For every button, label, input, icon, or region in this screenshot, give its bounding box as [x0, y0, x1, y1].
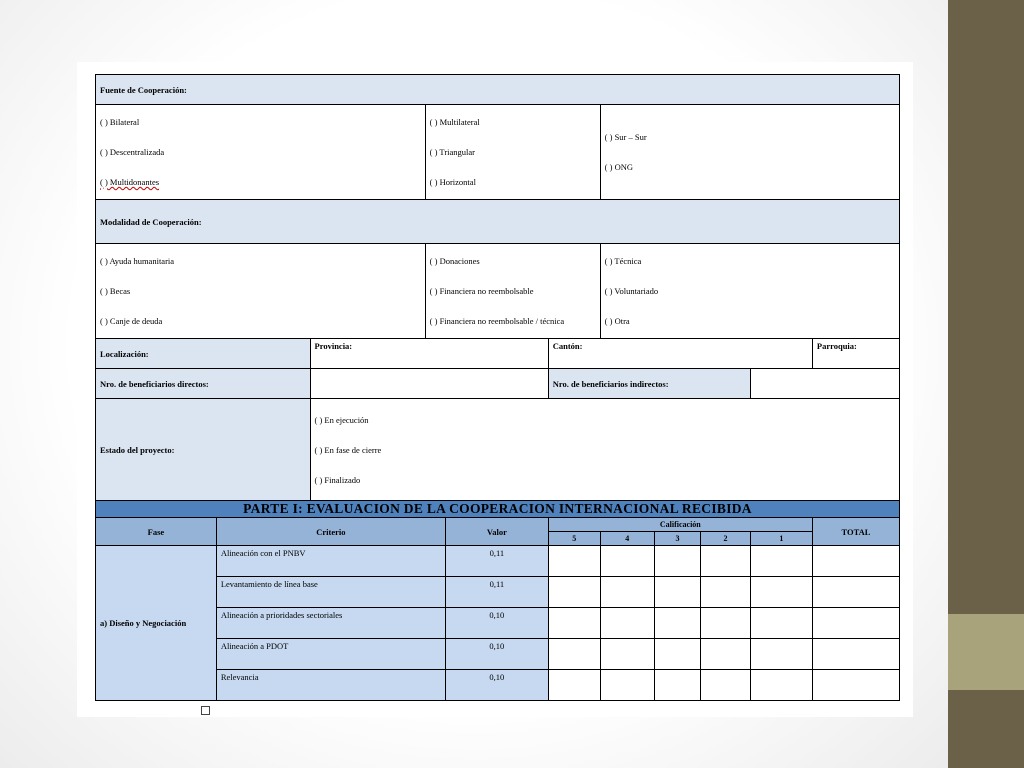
option-ayuda-humanitaria[interactable]: ( ) Ayuda humanitaria: [100, 256, 175, 266]
criterio-cell: Levantamiento de línea base: [216, 577, 445, 608]
option-multilateral[interactable]: ( ) Multilateral: [429, 117, 480, 127]
option-becas[interactable]: ( ) Becas: [100, 286, 131, 296]
score-cell-2[interactable]: [701, 670, 751, 701]
score-cell-5[interactable]: [548, 577, 600, 608]
score-cell-5[interactable]: [548, 670, 600, 701]
score-cell-3[interactable]: [654, 670, 700, 701]
score-header-1: 1: [750, 532, 812, 546]
total-cell[interactable]: [812, 670, 899, 701]
option-otra[interactable]: ( ) Otra: [604, 316, 630, 326]
score-cell-2[interactable]: [701, 577, 751, 608]
canton-field[interactable]: Cantón:: [548, 339, 812, 369]
table-row: [96, 608, 900, 639]
header-total: TOTAL: [812, 518, 899, 546]
document-page: [77, 62, 913, 717]
table-row: [96, 639, 900, 670]
option-en-ejecucion[interactable]: ( ) En ejecución: [314, 414, 369, 425]
header-valor: Valor: [445, 518, 548, 546]
score-header-2: 2: [701, 532, 751, 546]
score-cell-4[interactable]: [600, 639, 654, 670]
total-cell[interactable]: [812, 546, 899, 577]
score-header-3: 3: [654, 532, 700, 546]
option-finalizado[interactable]: ( ) Finalizado: [314, 474, 361, 485]
option-ong[interactable]: ( ) ONG: [604, 162, 633, 172]
score-cell-3[interactable]: [654, 639, 700, 670]
beneficiarios-indirectos-label: Nro. de beneficiarios indirectos:: [548, 369, 750, 399]
total-cell[interactable]: [812, 577, 899, 608]
fuente-section-title: Fuente de Cooperación:: [96, 75, 900, 105]
option-bilateral[interactable]: ( ) Bilateral: [100, 117, 140, 127]
table-row: [96, 577, 900, 608]
cooperation-form-table: [95, 74, 900, 701]
criterio-cell: Alineación a prioridades sectoriales: [216, 608, 445, 639]
score-cell-5[interactable]: [548, 608, 600, 639]
beneficiarios-directos-label: Nro. de beneficiarios directos:: [96, 369, 311, 399]
header-fase: Fase: [96, 518, 217, 546]
beneficiarios-indirectos-input[interactable]: [750, 369, 899, 399]
modalidad-options-col2: [425, 244, 600, 339]
table-row: [96, 670, 900, 701]
fuente-options-col3: [600, 105, 899, 200]
score-cell-4[interactable]: [600, 577, 654, 608]
option-financiera-tecnica[interactable]: ( ) Financiera no reembolsable / técnica: [429, 316, 565, 326]
fuente-options-col1: [96, 105, 426, 200]
fase-diseno-negociacion: a) Diseño y Negociación: [96, 546, 217, 701]
parte1-title: PARTE I: EVALUACION DE LA COOPERACION INTERNACIONAL RECIBIDA: [96, 501, 900, 518]
provincia-field[interactable]: Provincia:: [310, 339, 548, 369]
modalidad-section-title: Modalidad de Cooperación:: [96, 200, 900, 244]
score-cell-3[interactable]: [654, 577, 700, 608]
option-tecnica[interactable]: ( ) Técnica: [604, 256, 642, 266]
beneficiarios-directos-input[interactable]: [310, 369, 548, 399]
criterio-cell: Relevancia: [216, 670, 445, 701]
option-sur-sur[interactable]: ( ) Sur – Sur: [604, 132, 647, 142]
score-cell-1[interactable]: [750, 670, 812, 701]
valor-cell: 0,10: [445, 670, 548, 701]
modalidad-options-col1: [96, 244, 426, 339]
criterio-cell: Alineación a PDOT: [216, 639, 445, 670]
option-en-fase-cierre[interactable]: ( ) En fase de cierre: [314, 444, 382, 455]
score-cell-2[interactable]: [701, 608, 751, 639]
header-criterio: Criterio: [216, 518, 445, 546]
valor-cell: 0,10: [445, 608, 548, 639]
option-descentralizada[interactable]: ( ) Descentralizada: [100, 147, 165, 157]
option-donaciones[interactable]: ( ) Donaciones: [429, 256, 480, 266]
score-cell-5[interactable]: [548, 639, 600, 670]
option-canje-deuda[interactable]: ( ) Canje de deuda: [100, 316, 163, 326]
option-financiera-no-reembolsable[interactable]: ( ) Financiera no reembolsable: [429, 286, 534, 296]
score-cell-3[interactable]: [654, 546, 700, 577]
estado-label: Estado del proyecto:: [96, 399, 311, 501]
fuente-options-col2: [425, 105, 600, 200]
criterio-cell: Alineación con el PNBV: [216, 546, 445, 577]
option-voluntariado[interactable]: ( ) Voluntariado: [604, 286, 659, 296]
modalidad-options-col3: [600, 244, 899, 339]
header-calificacion: Calificación: [548, 518, 812, 532]
score-cell-4[interactable]: [600, 608, 654, 639]
score-header-4: 4: [600, 532, 654, 546]
total-cell[interactable]: [812, 639, 899, 670]
slide-side-accent: [948, 614, 1024, 690]
score-cell-2[interactable]: [701, 546, 751, 577]
valor-cell: 0,11: [445, 577, 548, 608]
localizacion-label: Localización:: [96, 339, 311, 369]
score-cell-1[interactable]: [750, 546, 812, 577]
option-triangular[interactable]: ( ) Triangular: [429, 147, 476, 157]
checkbox-icon[interactable]: [201, 706, 210, 715]
score-cell-3[interactable]: [654, 608, 700, 639]
score-cell-1[interactable]: [750, 577, 812, 608]
score-cell-4[interactable]: [600, 546, 654, 577]
total-cell[interactable]: [812, 608, 899, 639]
table-row: [96, 546, 900, 577]
score-cell-1[interactable]: [750, 608, 812, 639]
parroquia-field[interactable]: Parroquia:: [812, 339, 899, 369]
score-header-5: 5: [548, 532, 600, 546]
score-cell-4[interactable]: [600, 670, 654, 701]
option-horizontal[interactable]: ( ) Horizontal: [429, 177, 476, 187]
score-cell-1[interactable]: [750, 639, 812, 670]
score-cell-2[interactable]: [701, 639, 751, 670]
valor-cell: 0,10: [445, 639, 548, 670]
estado-options: [310, 399, 899, 501]
score-cell-5[interactable]: [548, 546, 600, 577]
option-multidonantes[interactable]: ( ) Multidonantes: [100, 177, 160, 187]
valor-cell: 0,11: [445, 546, 548, 577]
